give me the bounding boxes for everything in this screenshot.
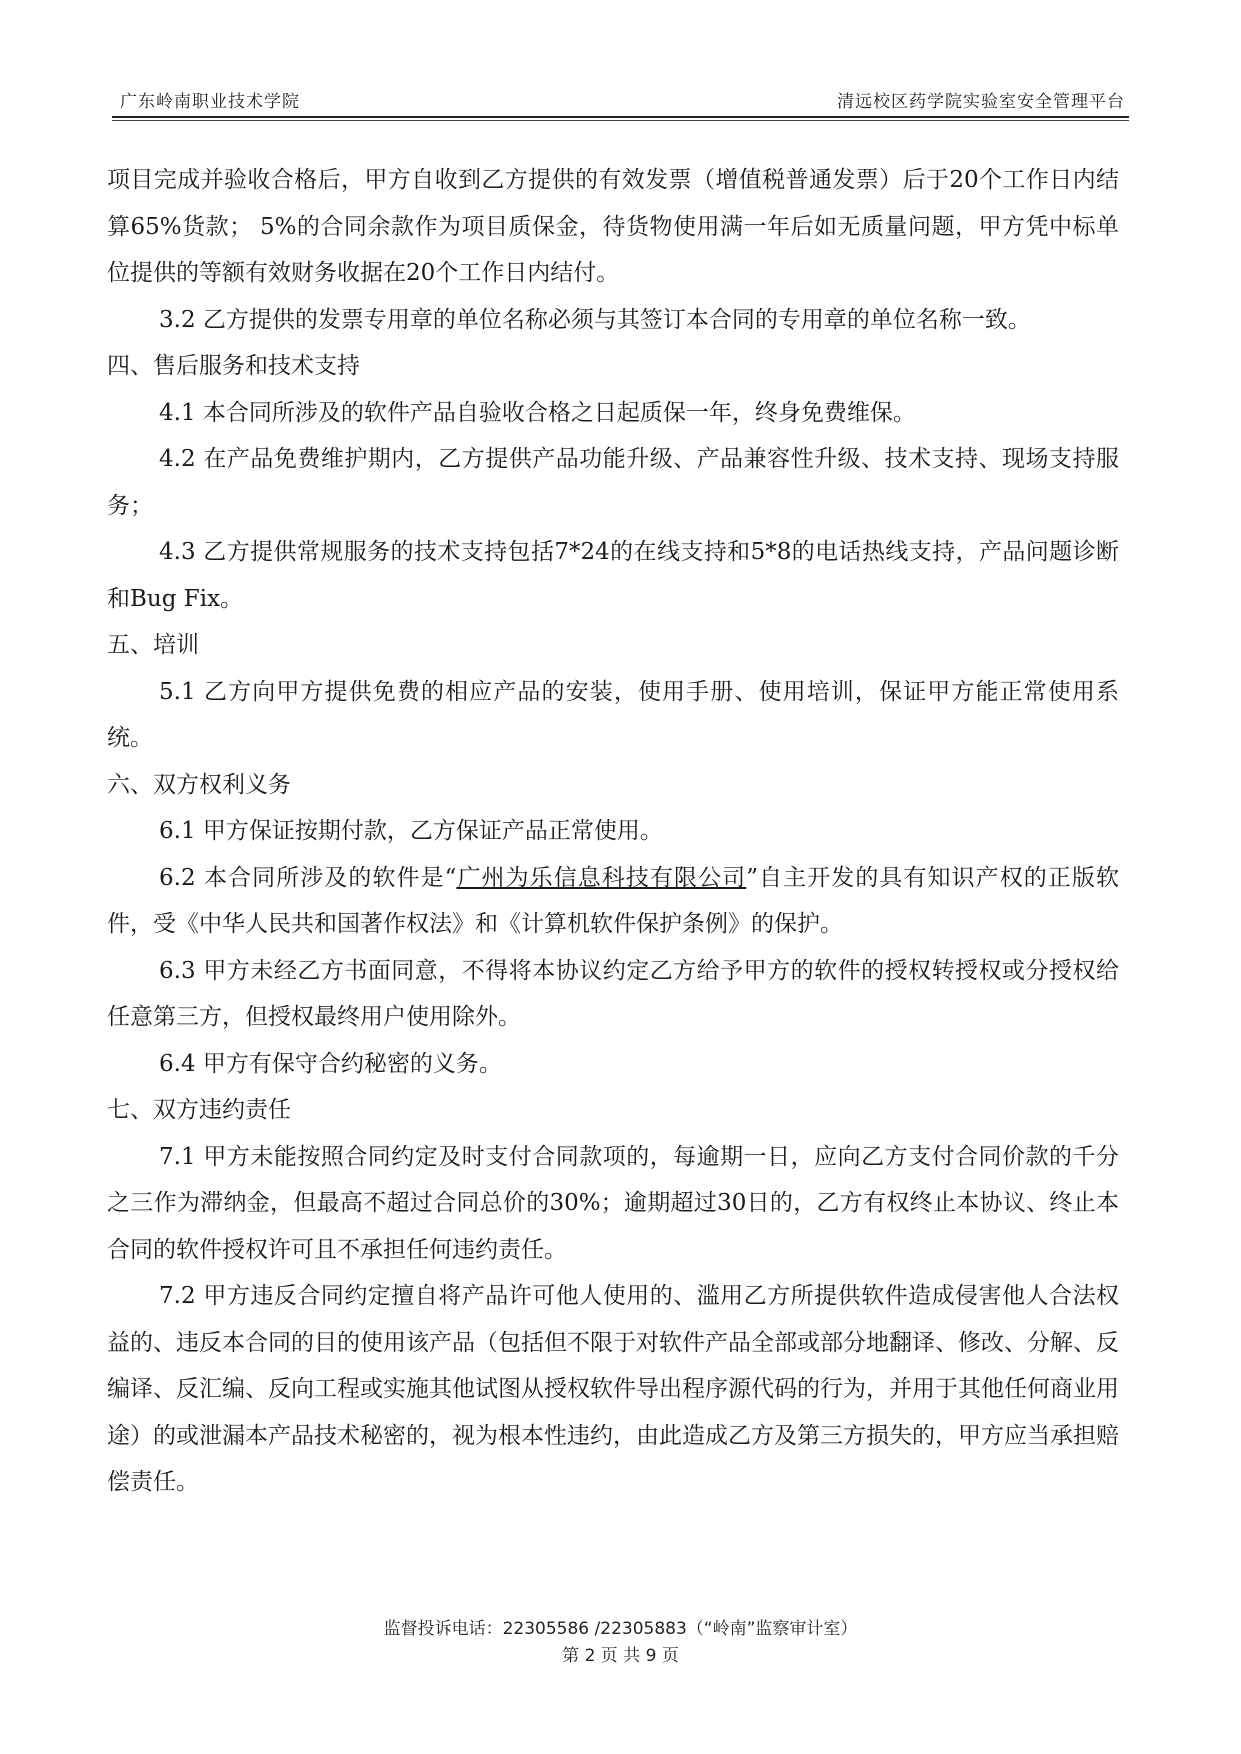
section-heading: 六、双方权利义务 [107, 771, 291, 798]
header-platform-name: 清远校区药学院实验室安全管理平台 [837, 92, 1125, 112]
company-name: 广州为乐信息科技有限公司 [456, 864, 747, 891]
clause-4-1: 4.1 本合同所涉及的软件产品自验收合格之日起质保一年，终身免费维保。 [159, 399, 916, 426]
clause-6-2-pre: 6.2 本合同所涉及的软件是“ [159, 864, 457, 891]
clause-6-2 [107, 855, 1119, 948]
page-number: 第 2 页 共 9 页 [562, 1646, 679, 1666]
clause-6-4: 6.4 甲方有保守合约秘密的义务。 [159, 1050, 502, 1077]
paragraph: 项目完成并验收合格后，甲方自收到乙方提供的有效发票（增值税普通发票）后于20个工作日内结算65%货款； 5%的合同余款作为项目质保金，待货物使用满一年后如无质量问题，甲方凭中标单位提供的等额有效财务收据在20个工作日内结付。 [107, 167, 1119, 286]
header-institution: 广东岭南职业技术学院 [120, 92, 300, 112]
section-heading: 五、培训 [107, 632, 199, 658]
clause-7-2: 7.2 甲方违反合同约定擅自将产品许可他人使用的、滥用乙方所提供软件造成侵害他人合法权益的、违反本合同的目的使用该产品（包括但不限于对软件产品全部或部分地翻译、修改、分解、反编译、反汇编、反向工程或实施其他试图从授权软件导出程序源代码的行为，并用于其他任何商业用途）的或泄漏本产品技术秘密的，视为根本性违约，由此造成乙方及第三方损失的，甲方应当承担赔偿责任。 [107, 1283, 1119, 1495]
contract-body [107, 157, 1119, 1506]
clause-6-2-post: ”自主开发的具有知识产权的正版软件，受《中华人民共和国著作权法》和《计算机软件保护条例》的保护。 [107, 864, 1119, 937]
clause-6-1: 6.1 甲方保证按期付款，乙方保证产品正常使用。 [159, 818, 663, 844]
complaint-hotline: 监督投诉电话：22305586 /22305883（“岭南”监察审计室） [383, 1619, 858, 1639]
section-heading: 四、售后服务和技术支持 [107, 353, 360, 379]
clause-3-2: 3.2 乙方提供的发票专用章的单位名称必须与其签订本合同的专用章的单位名称一致。 [159, 306, 1031, 333]
clause-4-2: 4.2 在产品免费维护期内，乙方提供产品功能升级、产品兼容性升级、技术支持、现场支持服务； [107, 446, 1119, 519]
clause-7-1: 7.1 甲方未能按照合同约定及时支付合同款项的，每逾期一日，应向乙方支付合同价款的千分之三作为滞纳金，但最高不超过合同总价的30%；逾期超过30日的，乙方有权终止本协议、终止本合同的软件授权许可且不承担任何违约责任。 [107, 1143, 1119, 1263]
section-heading: 七、双方违约责任 [107, 1097, 291, 1123]
page-header [112, 82, 1129, 118]
clause-6-3: 6.3 甲方未经乙方书面同意，不得将本协议约定乙方给予甲方的软件的授权转授权或分授权给任意第三方，但授权最终用户使用除外。 [107, 957, 1119, 1030]
clause-5-1: 5.1 乙方向甲方提供免费的相应产品的安装，使用手册、使用培训，保证甲方能正常使用系统。 [107, 678, 1119, 751]
page-footer [0, 1616, 1241, 1670]
clause-4-3: 4.3 乙方提供常规服务的技术支持包括7*24的在线支持和5*8的电话热线支持，产品问题诊断和Bug Fix。 [107, 539, 1119, 612]
